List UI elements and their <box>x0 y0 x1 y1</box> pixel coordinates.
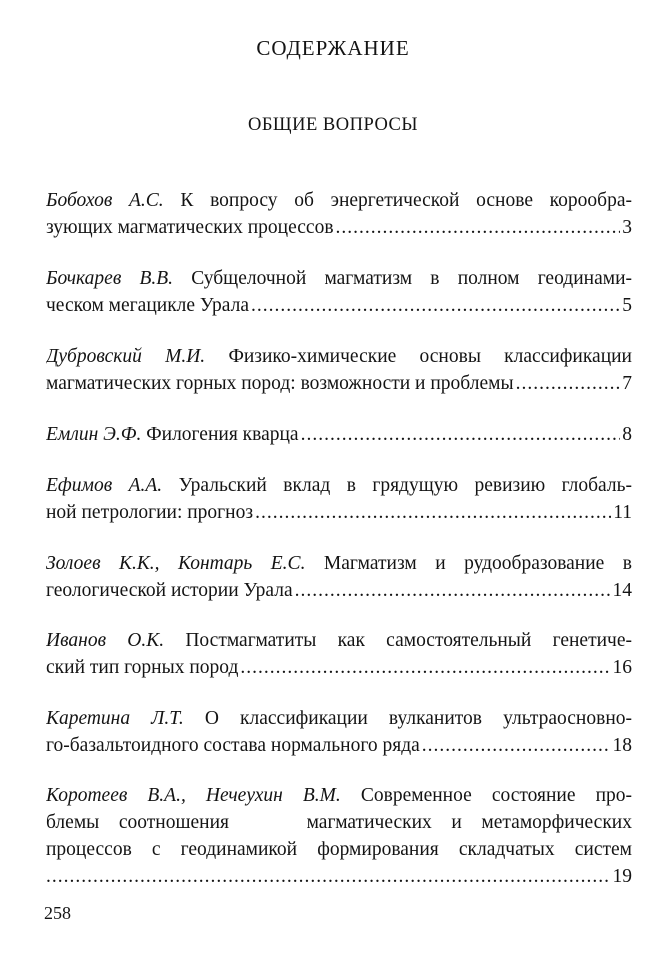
entry-line <box>46 627 632 654</box>
entry-line <box>46 782 632 809</box>
toc-entry <box>46 705 632 759</box>
entry-line <box>46 809 632 836</box>
entry-title: Субщелочной магматизм в полном геодинами- <box>191 268 632 289</box>
entry-author: Бобохов А.С. <box>46 190 164 211</box>
page-number: 8 <box>622 424 632 445</box>
entry-title: О классификации вулканитов ультраосновно- <box>204 708 632 729</box>
entry-title: ной петрологии: прогноз <box>46 502 254 523</box>
entry-title: Магматизм и рудообразование в <box>323 553 632 574</box>
entry-line <box>46 343 632 370</box>
entry-title: го-базальтоидного состава нормального ряда <box>46 735 420 756</box>
dot-leader <box>251 292 620 319</box>
page-number: 16 <box>612 657 632 678</box>
entry-title: К вопросу об энергетической основе корообра- <box>180 190 632 211</box>
entry-author: Коротеев В.А., Нечеухин В.М. <box>46 785 341 806</box>
page-number: 19 <box>612 866 632 887</box>
dot-leader <box>301 421 621 448</box>
dot-leader <box>336 214 621 241</box>
entry-line <box>46 292 632 319</box>
dot-leader <box>240 654 610 681</box>
entry-title: процессов с геодинамикой формирования складчатых систем <box>46 839 632 860</box>
page-number: 3 <box>622 217 632 238</box>
entry-line <box>46 863 632 890</box>
toc-entry <box>46 782 632 890</box>
entry-author: Иванов О.К. <box>46 630 165 651</box>
dot-leader <box>295 577 611 604</box>
entry-line <box>46 187 632 214</box>
entry-line <box>46 421 632 448</box>
toc-entry <box>46 550 632 604</box>
entry-author: Емлин Э.Ф. <box>46 424 142 445</box>
entry-line <box>46 499 632 526</box>
toc-entry <box>46 265 632 319</box>
dot-leader <box>255 499 611 526</box>
dot-leader <box>422 732 611 759</box>
entry-author: Золоев К.К., Контарь Е.С. <box>46 553 306 574</box>
entry-line <box>46 265 632 292</box>
entry-title: ский тип горных пород <box>46 657 239 678</box>
entry-title: Филогения кварца <box>146 424 299 445</box>
entry-line <box>46 214 632 241</box>
toc-entry <box>46 187 632 241</box>
entry-title: Физико-химические основы классификации <box>228 346 632 367</box>
entry-title: Современное состояние про- <box>360 785 632 806</box>
page-number: 7 <box>622 373 632 394</box>
toc-entry <box>46 627 632 681</box>
section-heading: ОБЩИЕ ВОПРОСЫ <box>247 115 419 135</box>
entry-title: магматических и метаморфических <box>306 812 632 833</box>
dot-leader <box>46 863 611 890</box>
entry-line <box>46 370 632 397</box>
entry-line <box>46 577 632 604</box>
entry-author: Бочкарев В.В. <box>46 268 174 289</box>
entry-author: Ефимов А.А. <box>46 475 163 496</box>
entry-line <box>46 836 632 863</box>
entry-title: Постмагматиты как самостоятельный генетиче- <box>185 630 632 651</box>
entry-line-text <box>46 421 299 448</box>
entry-title: геологической истории Урала <box>46 580 293 601</box>
entry-title: ческом мегацикле Урала <box>46 295 249 316</box>
page-number: 5 <box>622 295 632 316</box>
dot-leader <box>516 370 621 397</box>
entry-title: магматических горных пород: возможности и проблемы <box>46 373 514 394</box>
toc-entry <box>46 472 632 526</box>
entry-line <box>46 705 632 732</box>
entry-author: Дубровский М.И. <box>46 346 206 367</box>
entry-line <box>46 550 632 577</box>
entry-line <box>46 654 632 681</box>
page-number: 11 <box>613 502 632 523</box>
entry-title: блемы соотношения <box>46 812 229 833</box>
toc-entry <box>46 421 632 448</box>
entry-line <box>46 472 632 499</box>
entry-author: Каретина Л.Т. <box>46 708 184 729</box>
toc-entry <box>46 343 632 397</box>
entry-title: зующих магматических процессов <box>46 217 334 238</box>
page-folio: 258 <box>44 903 71 923</box>
entry-line <box>46 732 632 759</box>
entry-title: Уральский вклад в грядущую ревизию глобаль- <box>178 475 632 496</box>
page-number: 14 <box>612 580 632 601</box>
page-title: СОДЕРЖАНИЕ <box>256 36 410 60</box>
page-number: 18 <box>612 735 632 756</box>
